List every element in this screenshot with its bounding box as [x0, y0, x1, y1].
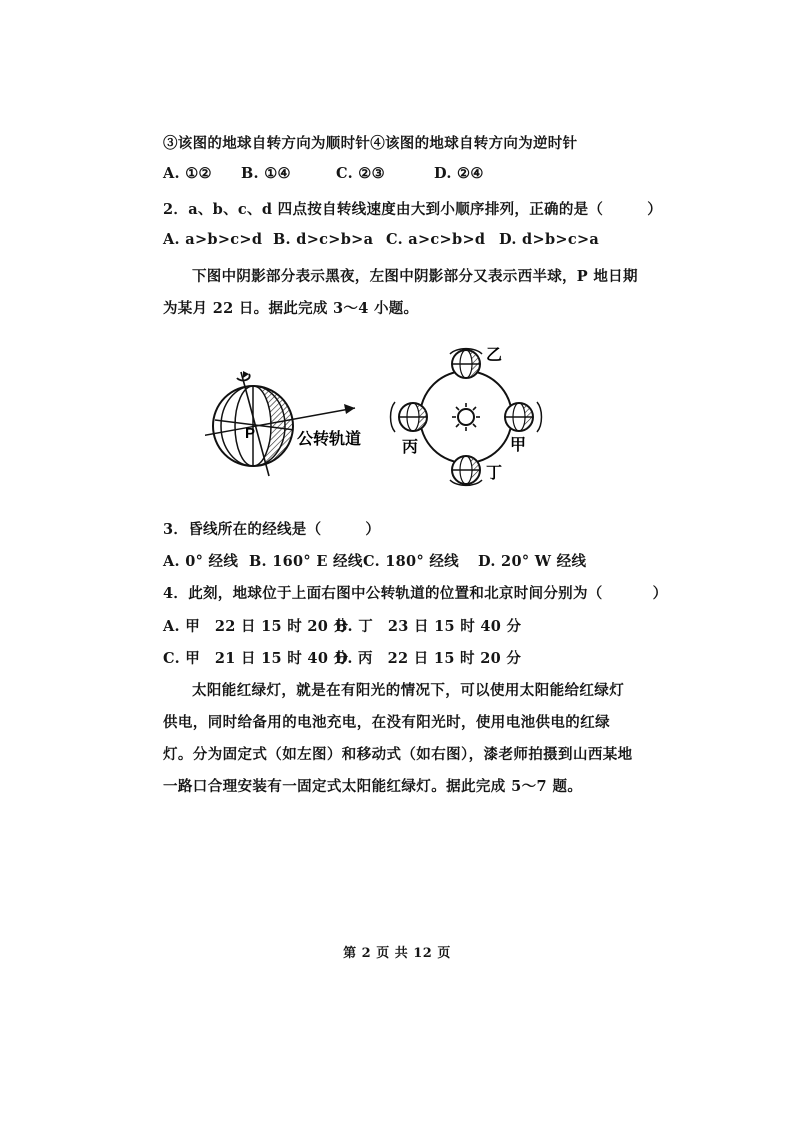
earth-position-bottom [450, 456, 482, 485]
q3-close-paren: ） [365, 521, 381, 538]
position-label-top: 乙 [486, 345, 503, 364]
q1-options [163, 165, 484, 182]
position-label-bottom: 丁 [486, 463, 503, 482]
q3-stem-line [163, 518, 380, 539]
q3-option-c: C. 180° 经线 [363, 553, 459, 570]
page-footer: 第 2 页 共 12 页 [343, 946, 451, 961]
q3-option-b: B. 160° E 经线 [249, 553, 363, 570]
position-label-left: 丙 [402, 437, 419, 456]
q1-statements [163, 132, 577, 153]
point-p-label: P [245, 425, 256, 442]
q2-option-d: D. d>b>c>a [499, 231, 600, 248]
earth-position-right [505, 402, 541, 432]
orbit-arrow-icon [344, 404, 355, 414]
q4-stem-line [163, 582, 667, 603]
q1-option-c: C. ②③ [336, 165, 385, 182]
q3-options [163, 550, 586, 571]
q2-stem-line [163, 198, 662, 219]
orbit-circle [420, 371, 512, 463]
q2-option-a: A. a>b>c>d [163, 231, 263, 248]
q4-option-a: A. 甲 22 日 15 时 20 分 [163, 618, 349, 635]
intro2-text: 太阳能红绿灯，就是在有阳光的情况下，可以使用太阳能给红绿灯供电，同时给备用的电池充电，在没有阳光时，使用电池供电的红绿灯。分为固定式（如左图）和移动式（如右图），漆老师拍摄到山西某地一路口合理安装有一固定式太阳能红绿灯。据此完成 5～7 题。 [163, 682, 633, 795]
q4-option-d: D. 丙 22 日 15 时 20 分 [335, 650, 522, 667]
q2-options [163, 231, 599, 248]
earth-position-top [450, 349, 482, 378]
q4-option-b: B. 丁 23 日 15 时 40 分 [335, 618, 522, 635]
q1-option-d: D. ②④ [434, 165, 484, 182]
position-label-right: 甲 [510, 435, 527, 454]
q1-statement-3: ③该图的地球自转方向为顺时针 [163, 135, 371, 152]
q2-close-paren: ） [647, 201, 663, 218]
q2-option-b: B. d>c>b>a [273, 231, 374, 248]
q4-option-c: C. 甲 21 日 15 时 40 分 [163, 650, 349, 667]
q1-statement-4: ④该图的地球自转方向为逆时针 [370, 135, 578, 152]
q2-stem: 2．a、b、c、d 四点按自转线速度由大到小顺序排列，正确的是（ [163, 201, 604, 218]
intro1-line1: 下图中阴影部分表示黑夜，左图中阴影部分又表示西半球，P 地日期 [192, 268, 638, 285]
intro2-paragraph [163, 675, 633, 803]
q4-options-row2 [163, 647, 521, 668]
intro1-line2: 为某月 22 日。据此完成 3～4 小题。 [163, 300, 419, 317]
q2-option-c: C. a>c>b>d [386, 231, 486, 248]
orbit-label: 公转轨道 [297, 429, 362, 448]
earth-position-left [391, 402, 427, 432]
q1-option-b: B. ①④ [241, 165, 291, 182]
q1-option-a: A. ①② [163, 165, 212, 182]
q3-option-a: A. 0° 经线 [163, 553, 239, 570]
q3-stem: 3．昏线所在的经线是（ [163, 521, 322, 538]
orbit-positions-figure [388, 340, 563, 495]
q3-option-d: D. 20° W 经线 [478, 553, 587, 570]
q4-options-row1 [163, 615, 521, 636]
q4-close-paren: ） [652, 585, 668, 602]
sun-icon [452, 403, 480, 431]
q4-stem: 4．此刻，地球位于上面右图中公转轨道的位置和北京时间分别为（ [163, 585, 603, 602]
globe-figure [205, 358, 375, 478]
